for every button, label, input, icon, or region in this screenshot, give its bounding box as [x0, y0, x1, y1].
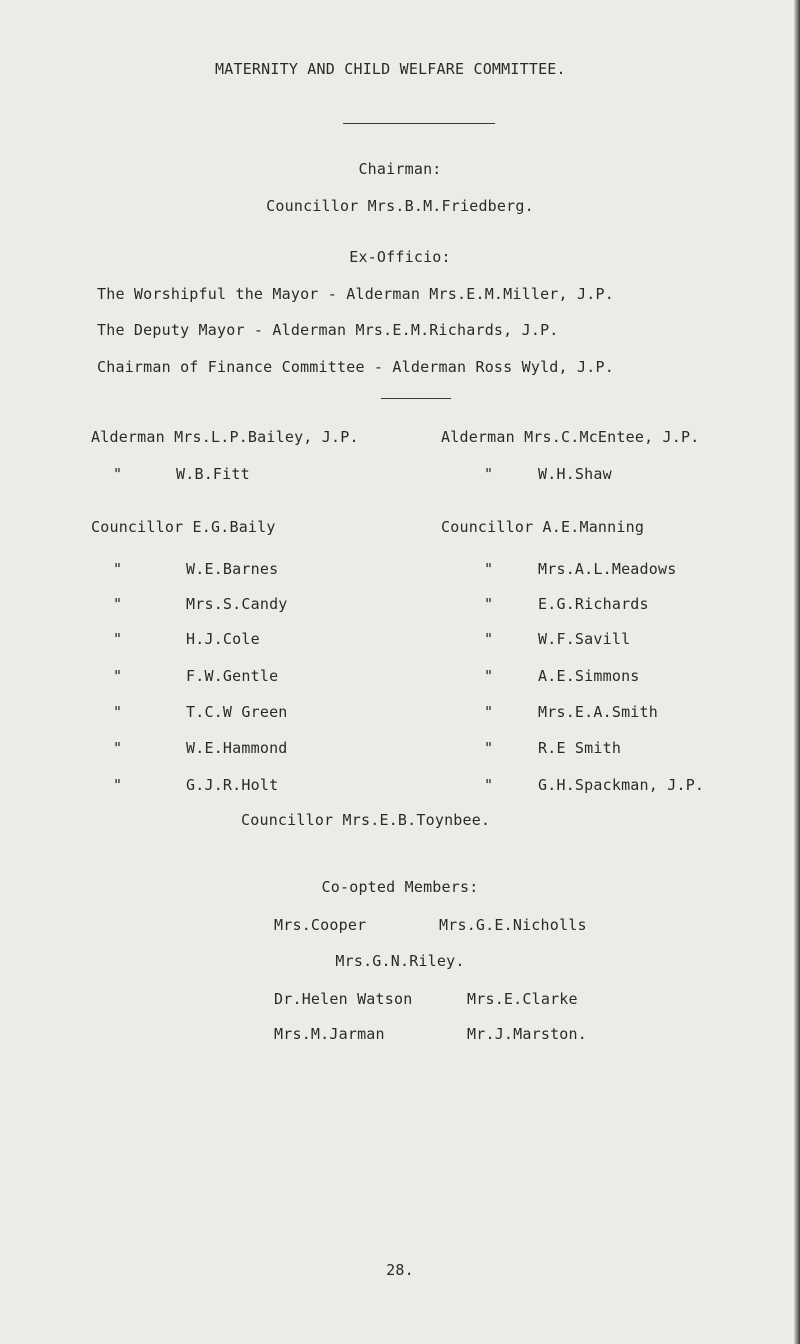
alderman-left: Alderman Mrs.L.P.Bailey, J.P. [91, 428, 359, 446]
ditto-mark: " [113, 560, 123, 578]
councillor-right: A.E.Simmons [538, 667, 640, 685]
councillor-left: W.E.Barnes [186, 560, 279, 578]
councillor-left: Councillor E.G.Baily [91, 518, 276, 536]
councillor-right: E.G.Richards [538, 595, 649, 613]
ditto-mark: " [484, 703, 494, 721]
ditto-mark: " [484, 776, 494, 794]
co-opted-member: Mrs.M.Jarman [274, 1025, 385, 1043]
ditto-mark: " [484, 739, 494, 757]
ex-officio-deputy-mayor: The Deputy Mayor - Alderman Mrs.E.M.Richards, J.P. [97, 321, 559, 339]
ditto-mark: " [113, 630, 123, 648]
page-number: 28. [386, 1261, 414, 1279]
page-title: MATERNITY AND CHILD WELFARE COMMITTEE. [215, 60, 566, 78]
councillor-left: T.C.W Green [186, 703, 288, 721]
ditto-mark: " [484, 667, 494, 685]
councillor-left: H.J.Cole [186, 630, 260, 648]
co-opted-member: Mrs.Cooper [274, 916, 367, 934]
ex-officio-heading: Ex-Officio: [349, 248, 451, 266]
councillor-right: Councillor A.E.Manning [441, 518, 645, 536]
chairman-name: Councillor Mrs.B.M.Friedberg. [266, 197, 534, 215]
councillor-right: Mrs.E.A.Smith [538, 703, 658, 721]
ditto-mark: " [484, 630, 494, 648]
councillor-left: G.J.R.Holt [186, 776, 279, 794]
ditto-mark: " [484, 465, 494, 483]
councillor-right: Mrs.A.L.Meadows [538, 560, 677, 578]
ditto-mark: " [113, 703, 123, 721]
ditto-mark: " [484, 595, 494, 613]
title-divider [343, 123, 495, 124]
councillor-left: W.E.Hammond [186, 739, 288, 757]
alderman-right: W.H.Shaw [538, 465, 612, 483]
co-opted-member: Dr.Helen Watson [274, 990, 413, 1008]
councillor-left: F.W.Gentle [186, 667, 279, 685]
co-opted-member: Mrs.G.N.Riley. [335, 952, 465, 970]
ditto-mark: " [484, 560, 494, 578]
councillor-right: G.H.Spackman, J.P. [538, 776, 705, 794]
section-divider [381, 398, 451, 399]
councillor-left: Mrs.S.Candy [186, 595, 288, 613]
ditto-mark: " [113, 465, 123, 483]
ditto-mark: " [113, 739, 123, 757]
co-opted-member: Mr.J.Marston. [467, 1025, 587, 1043]
ditto-mark: " [113, 595, 123, 613]
alderman-left: W.B.Fitt [176, 465, 250, 483]
chairman-heading: Chairman: [358, 160, 442, 178]
ditto-mark: " [113, 667, 123, 685]
ditto-mark: " [113, 776, 123, 794]
co-opted-member: Mrs.E.Clarke [467, 990, 578, 1008]
alderman-right: Alderman Mrs.C.McEntee, J.P. [441, 428, 700, 446]
ex-officio-mayor: The Worshipful the Mayor - Alderman Mrs.E.M.Miller, J.P. [97, 285, 614, 303]
ex-officio-finance-chairman: Chairman of Finance Committee - Alderman Ross Wyld, J.P. [97, 358, 614, 376]
councillor-right: R.E Smith [538, 739, 622, 757]
co-opted-heading: Co-opted Members: [321, 878, 479, 896]
councillor-right: W.F.Savill [538, 630, 631, 648]
councillor-last: Councillor Mrs.E.B.Toynbee. [241, 811, 491, 829]
co-opted-member: Mrs.G.E.Nicholls [439, 916, 587, 934]
